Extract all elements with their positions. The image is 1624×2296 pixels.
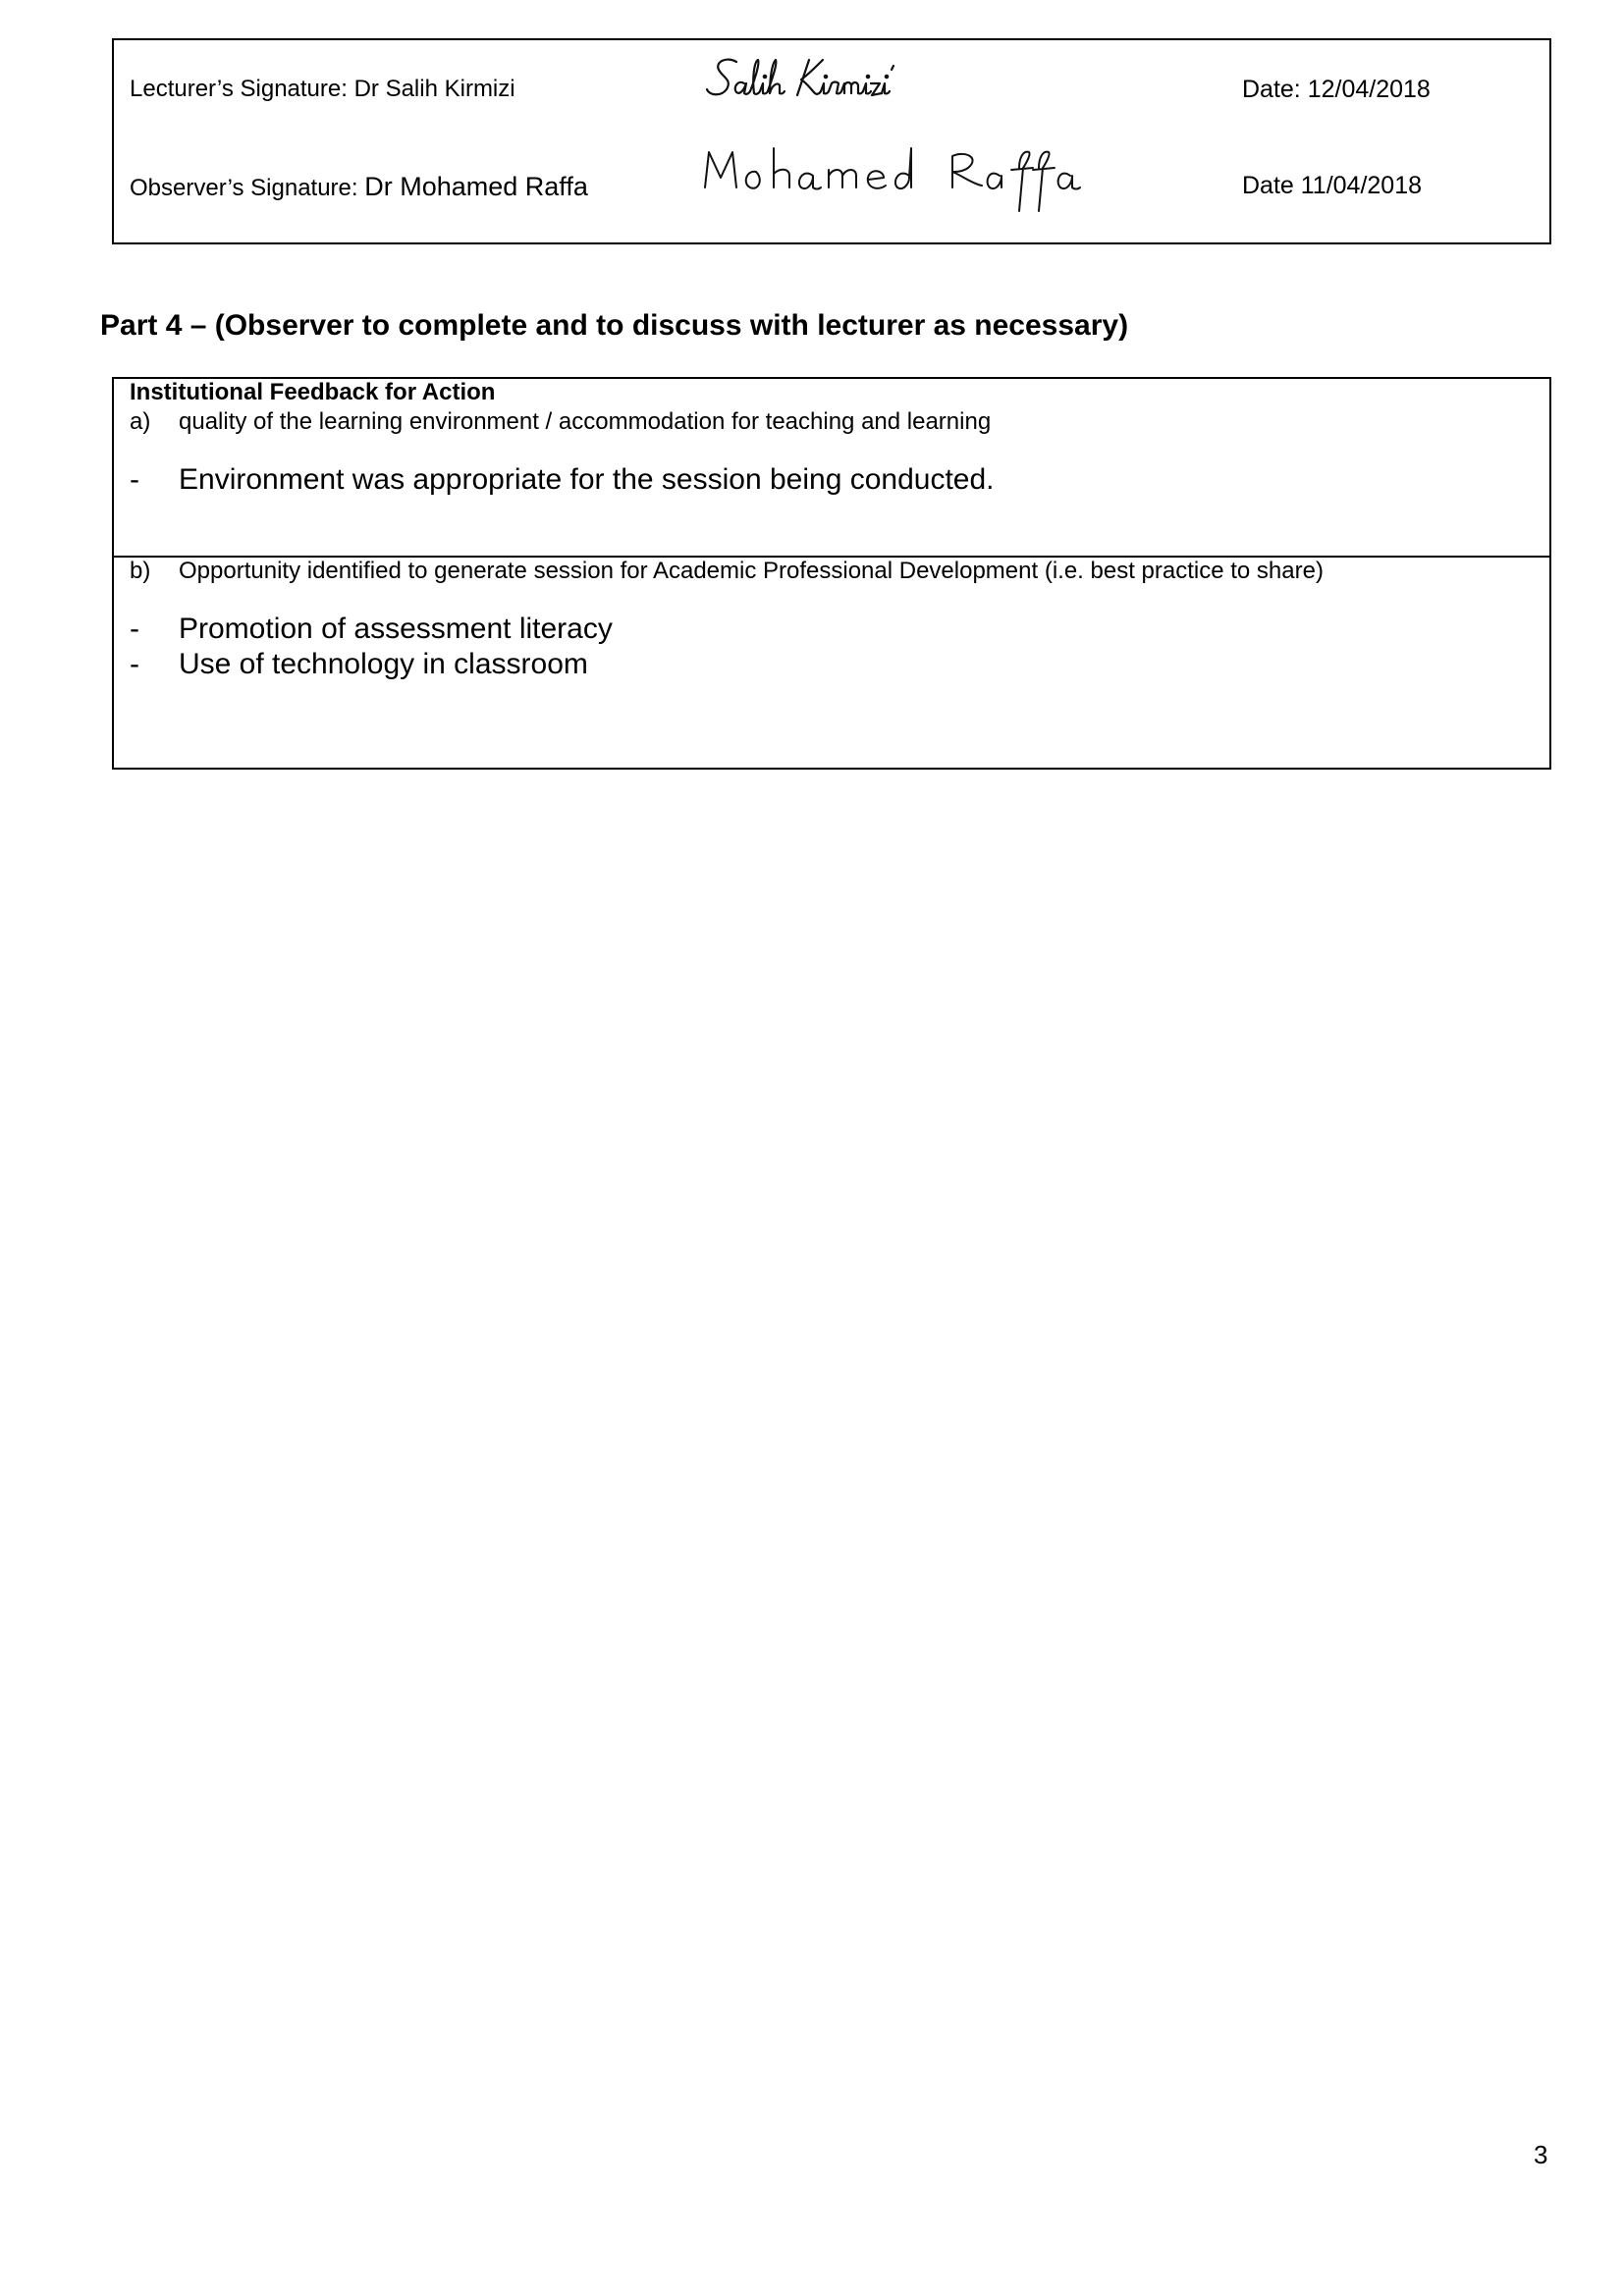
section-b-bullet-text: Use of technology in classroom bbox=[179, 648, 588, 680]
lecturer-label-text: Lecturer’s Signature: bbox=[130, 76, 348, 102]
observer-signature-label bbox=[130, 172, 588, 202]
observer-name: Dr Mohamed Raffa bbox=[364, 172, 588, 201]
feedback-title: Institutional Feedback for Action bbox=[130, 379, 496, 405]
lecturer-name: Dr Salih Kirmizi bbox=[353, 76, 515, 102]
bullet-dash: - bbox=[130, 648, 139, 680]
lecturer-signature-date: Date: 12/04/2018 bbox=[1242, 76, 1431, 103]
signature-box bbox=[112, 38, 1551, 244]
section-a-label bbox=[130, 408, 991, 436]
section-b-label bbox=[130, 558, 1324, 585]
section-a-bullet bbox=[130, 463, 995, 497]
page-number: 3 bbox=[1534, 2140, 1548, 2169]
lecturer-signature-row bbox=[114, 50, 1549, 109]
section-b-bullet-text: Promotion of assessment literacy bbox=[179, 613, 613, 645]
section-b-marker: b) bbox=[130, 558, 151, 584]
section-a-marker: a) bbox=[130, 408, 151, 435]
bullet-dash: - bbox=[130, 613, 139, 645]
section-a-bullet-text: Environment was appropriate for the session being conducted. bbox=[179, 463, 995, 496]
lecturer-signature-label bbox=[130, 76, 515, 103]
section-b-bullet bbox=[130, 648, 588, 681]
section-b-bullet bbox=[130, 613, 613, 646]
lecturer-handwritten-signature bbox=[697, 50, 913, 119]
observer-signature-row bbox=[114, 146, 1549, 205]
observer-signature-date: Date 11/04/2018 bbox=[1242, 172, 1423, 199]
observer-label-text: Observer’s Signature: bbox=[130, 175, 358, 201]
section-b-text: Opportunity identified to generate session for Academic Professional Development (i.e. best practice to share) bbox=[179, 558, 1324, 584]
section-a-text: quality of the learning environment / accommodation for teaching and learning bbox=[179, 408, 992, 435]
institutional-feedback-box bbox=[112, 377, 1551, 770]
bullet-dash: - bbox=[130, 463, 139, 496]
part4-heading: Part 4 – (Observer to complete and to discuss with lecturer as necessary) bbox=[100, 309, 1129, 342]
observer-handwritten-signature bbox=[695, 138, 1088, 217]
